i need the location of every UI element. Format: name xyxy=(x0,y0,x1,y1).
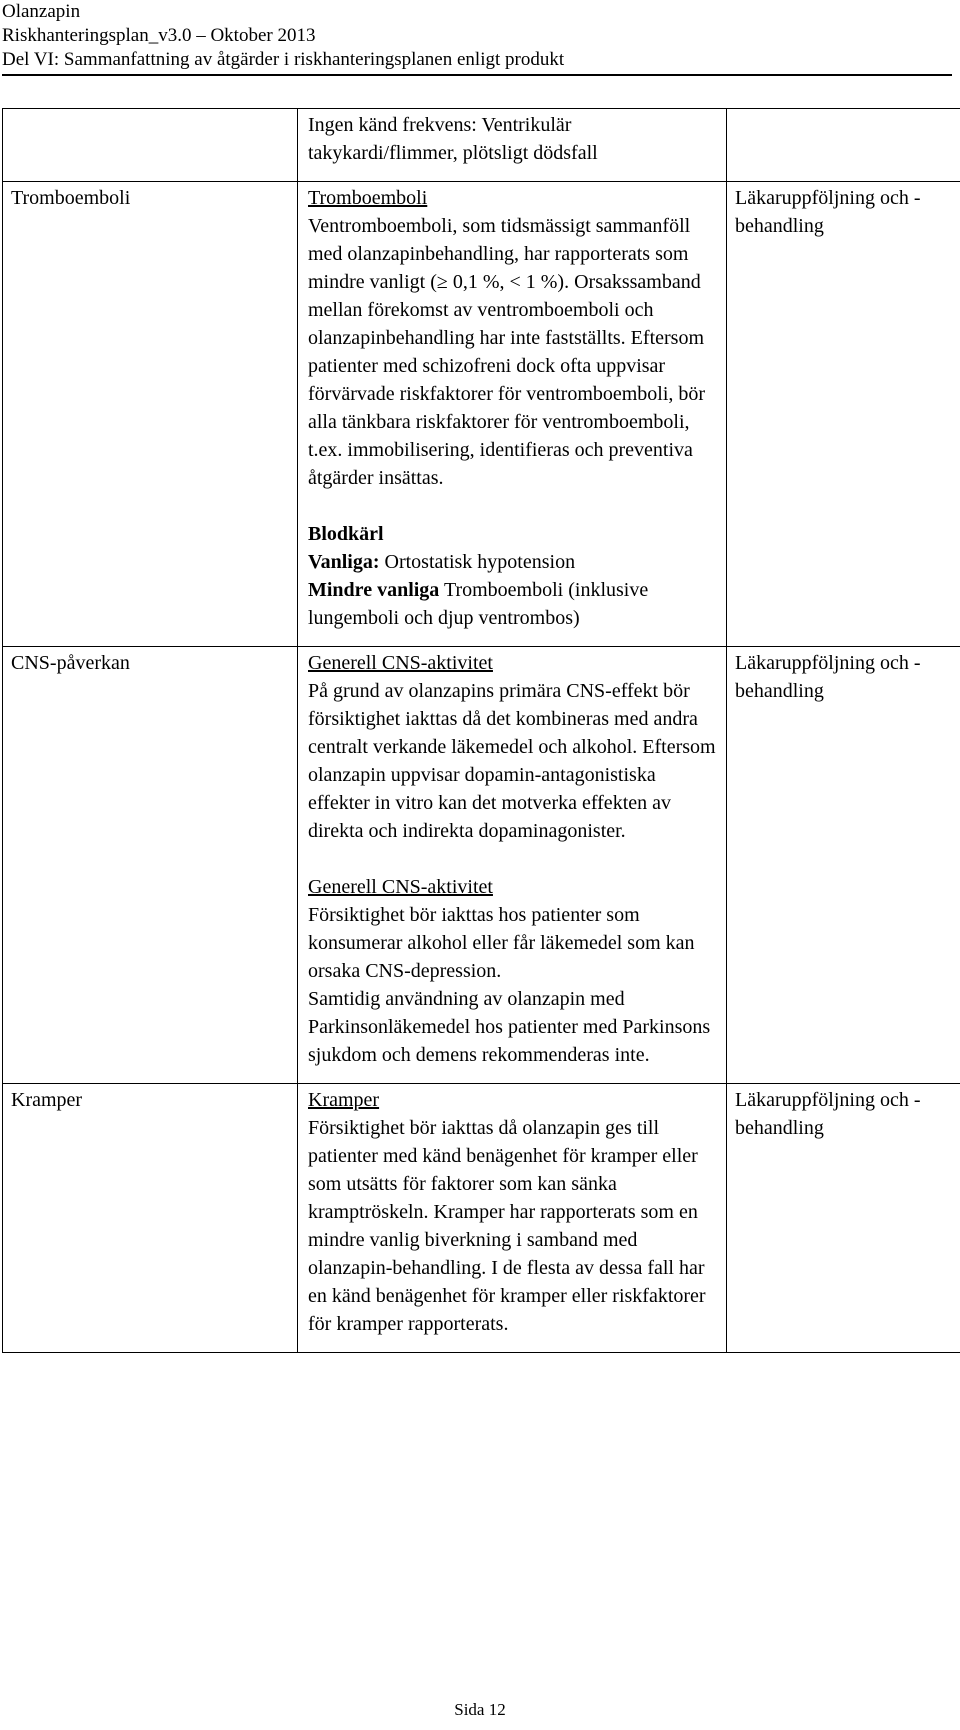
info-cell xyxy=(298,109,727,182)
info-cell xyxy=(298,647,727,1084)
section-body: Försiktighet bör iakttas då olanzapin ges till patienter med känd benägenhet för kramper eller som utsätts för faktorer som kan sänka kramptröskeln. Kramper har rapporterats som en mindre vanlig biverkning i samband med olanzapin-behandling. I de flesta av dessa fall har en känd benägenhet för kramper eller riskfaktorer för kramper rapporterats. xyxy=(308,1117,706,1335)
document-header xyxy=(2,0,952,76)
risk-name: Tromboemboli xyxy=(11,187,131,209)
section-body: Ventromboemboli, som tidsmässigt sammanföll med olanzapinbehandling, har rapporterats som mindre vanligt (≥ 0,1 %, < 1 %). Orsakssamband mellan förekomst av ventromboemboli och olanzapinbehandling har inte fastställts. Eftersom patienter med schizofreni dock ofta uppvisar förvärvade riskfaktorer för ventromboemboli, bör alla tänkbara riskfaktorer för ventromboemboli, t.ex. immobilisering, identifieras och preventiva åtgärder insättas. xyxy=(308,215,706,489)
risk-name: Kramper xyxy=(11,1089,83,1111)
risk-name: CNS-påverkan xyxy=(11,652,130,674)
frequency-value: Tromboemboli (inklusive lungemboli och djup ventrombos) xyxy=(308,579,649,629)
risk-cell xyxy=(3,109,298,182)
table-row xyxy=(3,1084,960,1353)
table-row xyxy=(3,647,960,1084)
header-plan-version: Riskhanteringsplan_v3.0 – Oktober 2013 xyxy=(2,25,316,46)
header-section-title: Del VI: Sammanfattning av åtgärder i riskhanteringsplanen enligt produkt xyxy=(2,49,565,70)
frequency-line xyxy=(308,576,718,632)
risk-summary-table xyxy=(2,108,960,1353)
info-cell xyxy=(298,182,727,647)
section-body: Försiktighet bör iakttas hos patienter som konsumerar alkohol eller får läkemedel som kan orsaka CNS-depression. xyxy=(308,904,695,982)
frequency-label: Mindre vanliga xyxy=(308,579,440,601)
action-cell xyxy=(727,182,960,647)
table-row xyxy=(3,182,960,647)
risk-cell xyxy=(3,647,298,1084)
action-cell xyxy=(727,647,960,1084)
section-heading: Generell CNS-aktivitet xyxy=(308,652,493,674)
section-body: På grund av olanzapins primära CNS-effekt bör försiktighet iakttas då det kombineras med andra centralt verkande läkemedel och alkohol. Eftersom olanzapin uppvisar dopamin-antagonistiska effekter in vitro kan det motverka effekten av direkta och indirekta dopaminagonister. xyxy=(308,680,716,842)
risk-cell xyxy=(3,182,298,647)
section-body: Samtidig användning av olanzapin med Parkinsonläkemedel hos patienter med Parkinsons sjukdom och demens rekommenderas inte. xyxy=(308,988,711,1066)
section-heading: Blodkärl xyxy=(308,523,384,545)
frequency-label: Vanliga: xyxy=(308,551,380,573)
info-cell xyxy=(298,1084,727,1353)
section-heading: Kramper xyxy=(308,1089,380,1111)
action-cell xyxy=(727,1084,960,1353)
header-product-name: Olanzapin xyxy=(2,1,81,22)
frequency-line xyxy=(308,548,718,576)
table-row xyxy=(3,109,960,182)
action-text: Läkaruppföljning och -behandling xyxy=(735,652,921,702)
frequency-value: Ortostatisk hypotension xyxy=(379,551,576,573)
action-cell xyxy=(727,109,960,182)
action-text: Läkaruppföljning och -behandling xyxy=(735,1089,921,1139)
section-heading: Tromboemboli xyxy=(308,187,428,209)
risk-cell xyxy=(3,1084,298,1353)
page-number: Sida 12 xyxy=(454,1700,506,1719)
section-heading: Generell CNS-aktivitet xyxy=(308,876,493,898)
action-text: Läkaruppföljning och -behandling xyxy=(735,187,921,237)
frequency-text: Ingen känd frekvens: Ventrikulär takykardi/flimmer, plötsligt dödsfall xyxy=(308,114,598,164)
